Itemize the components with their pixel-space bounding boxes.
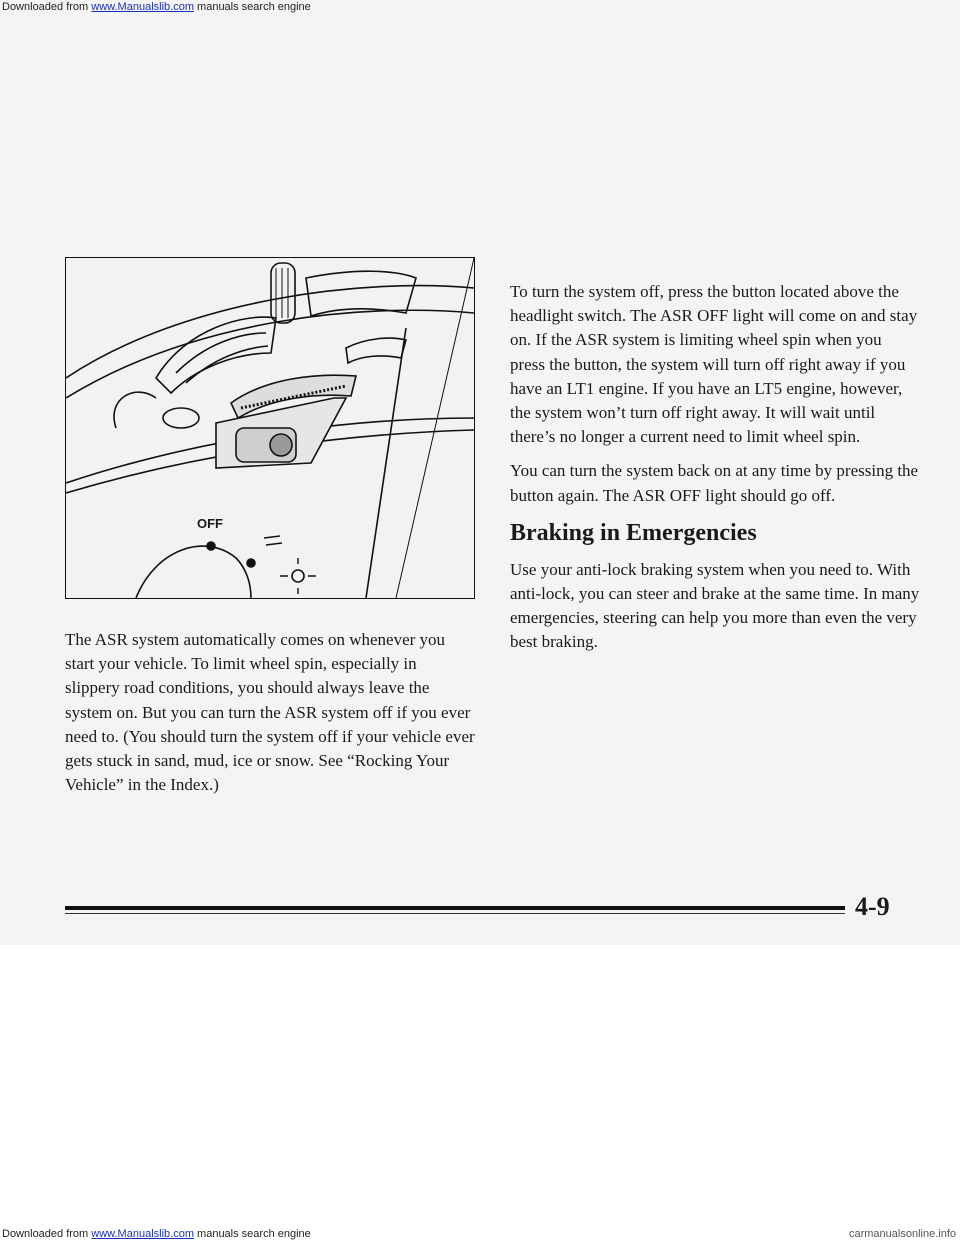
off-label: OFF <box>197 516 223 531</box>
download-footer <box>0 1226 960 1242</box>
download-header <box>0 0 960 14</box>
footer-prefix: Downloaded from <box>2 1228 92 1240</box>
manualslib-link[interactable]: www.Manualslib.com <box>91 1 194 13</box>
asr-intro-paragraph: The ASR system automatically comes on whenever you start your vehicle. To limit wheel spin, especially in slippery road conditions, you should always leave the system on. But you can turn the ASR system off if you ever need to. (You should turn the system off if your vehicle ever gets stuck in sand, mud, ice or snow. See “Rocking Your Vehicle” in the Index.) <box>65 630 475 795</box>
watermark: carmanualsonline.info <box>848 1228 956 1240</box>
page-number: 4-9 <box>855 892 890 921</box>
header-prefix: Downloaded from <box>2 1 92 13</box>
braking-paragraph: Use your anti-lock braking system when you need to. With anti-lock, you can steer and brake at the same time. In many emergencies, steering can help you more than even the very best braking. <box>510 559 920 652</box>
turn-off-paragraph: To turn the system off, press the button located above the headlight switch. The ASR OFF light will come on and stay on. If the ASR system is limiting wheel spin when you press the button, the system will turn off right away if you have an LT1 engine. If you have an LT5 engine, however, the system won’t turn off right away. It will wait until there’s no longer a current need to limit wheel spin. <box>510 282 918 447</box>
footer-suffix: manuals search engine <box>193 1228 311 1240</box>
section-heading: Braking in Emergencies <box>510 519 757 546</box>
footer-rule-thin <box>65 913 845 914</box>
left-column <box>65 628 475 807</box>
right-column <box>510 280 920 665</box>
turn-on-paragraph: You can turn the system back on at any time by pressing the button again. The ASR OFF light should go off. <box>510 461 919 505</box>
asr-switch-illustration <box>65 257 475 599</box>
footer-manualslib-link[interactable]: www.Manualslib.com <box>91 1228 194 1240</box>
footer-rule-thick <box>65 906 845 910</box>
header-suffix: manuals search engine <box>193 1 311 13</box>
